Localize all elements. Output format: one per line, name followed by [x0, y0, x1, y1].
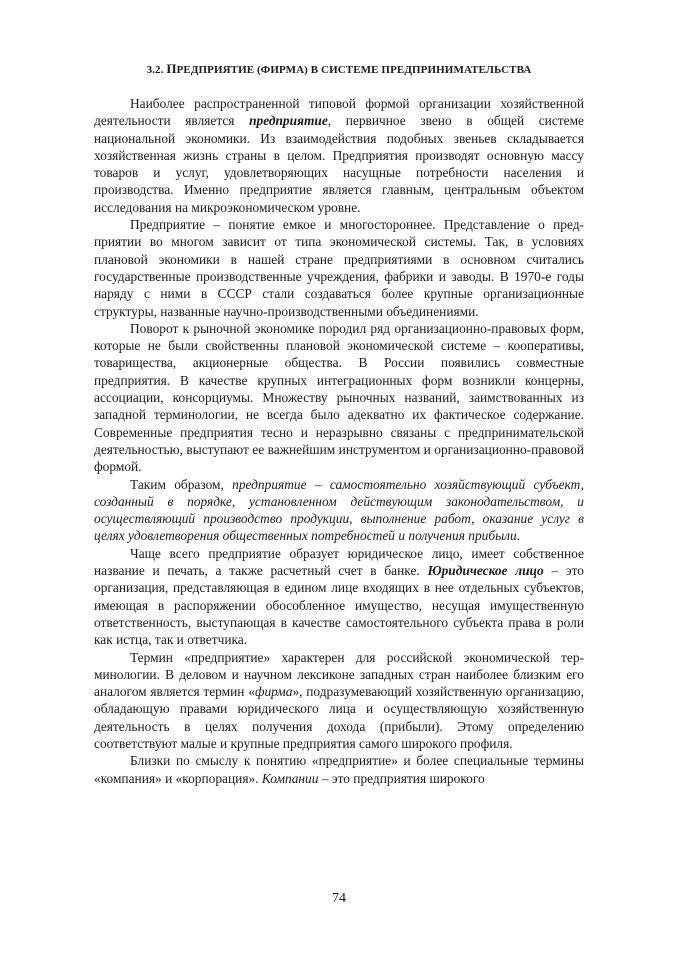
paragraph-5	[94, 545, 584, 649]
paragraph-4-text-a: Таким образом,	[130, 476, 233, 492]
term-enterprise: предприятие	[249, 113, 328, 129]
paragraph-6-text-c: », подразумевающий хозяйственную организацию, обладающую правами юридического лица и осуществляющую хозяйственную деятельность в целях получения дохода (прибыли). Этому определению соответствуют малые и крупные предприятия самого широкого профиля.	[94, 684, 584, 751]
paragraph-1-text-c: , первичное звено в общей системе национальной экономики. Из взаимодействия подобных звеньев складывается хозяйственная жизнь страны в целом. Предприятия производят основную массу товаров и услуг, удовлетворяющих насущные потребности населения и производства. Именно предприятие является главным, центральным объектом исследования на микроэкономическом уровне.	[94, 113, 584, 215]
paragraph-7-text-c: – это предприятия широкого	[318, 770, 485, 786]
page-number: 74	[332, 891, 346, 906]
paragraph-2: Предприятие – понятие емкое и многостороннее. Представление о предприятии во многом зависит от типа экономической системы. Так, в условиях плановой экономики в нашей стране предприятиями в основном считались государственные производственные учреждения, фабрики и заводы. В 1970-е годы наряду с ними в СССР стали создаваться более крупные организационные структуры, названные научно-производственными объединениями.	[94, 217, 584, 319]
section-heading	[94, 62, 584, 77]
paragraph-7	[94, 752, 584, 787]
paragraph-7-text-a: Близки по смыслу к понятию «предприятие» и более специальные термины «компания» и «корпорация».	[94, 753, 584, 786]
heading-initial: П	[166, 61, 177, 76]
section-number: 3.2.	[146, 64, 164, 76]
paragraph-1-text-a: Наиболее распространенной типовой формой организации хозяйственной деятельности является	[94, 96, 584, 129]
paragraph-1	[94, 95, 584, 216]
paragraph-3: Поворот к рыночной экономике породил ряд организационно-правовых форм, которые не были свойственны плановой экономической системе – кооперативы, товарищества, акционерные общества. В России появились совместные предприятия. В качестве крупных интеграционных форм возникли концерны, ассоциации, консорциумы. Множеству рыночных названий, заимствованных из западной терминологии, не всегда было адекватно их фактическое содержание. Современные предприятия тесно и неразрывно связаны с предпринимательской деятельностью, выступают ее важнейшим инструментом и организационно-правовой формой.	[94, 320, 584, 475]
paragraph-5-text-a: Чаще всего предприятие образует юридическое лицо, имеет собственное название и печать, а также расчетный счет в банке.	[94, 545, 584, 579]
term-companies: Компании	[261, 770, 319, 786]
paragraph-4	[94, 476, 584, 545]
paragraph-4-text-c: .	[516, 528, 521, 544]
term-firm: фирма	[254, 684, 293, 700]
paragraph-6	[94, 649, 584, 753]
heading-rest: РЕДПРИЯТИЕ (ФИРМА) В СИСТЕМЕ ПРЕДПРИНИМАТЕЛЬСТВА	[176, 64, 532, 76]
paragraph-5-text-c: – это организация, представляющая в едином лице входящих в нее отдельных субъектов, имеющая в распоряжении обособленное имущество, несущая имущественную ответственность, выступающая в качестве самостоятельного субъекта права в роли как истца, так и ответчика.	[94, 563, 584, 648]
page-body	[94, 62, 584, 787]
term-legal-entity: Юридическое лицо	[427, 563, 544, 579]
paragraph-6-text-a: Термин «предприятие» характерен для российской экономической терминологии. В деловом и научном лексиконе западных стран наиболее близким его аналогом является термин «	[94, 649, 584, 700]
enterprise-definition: предприятие – самостоятельно хозяйствующий субъект, созданный в порядке, установленном действующим законодательством, и осуществляющий производство продукции, выполнение работ, оказание услуг в целях удовлетворения общественных потребностей и получения прибыли	[94, 476, 584, 544]
